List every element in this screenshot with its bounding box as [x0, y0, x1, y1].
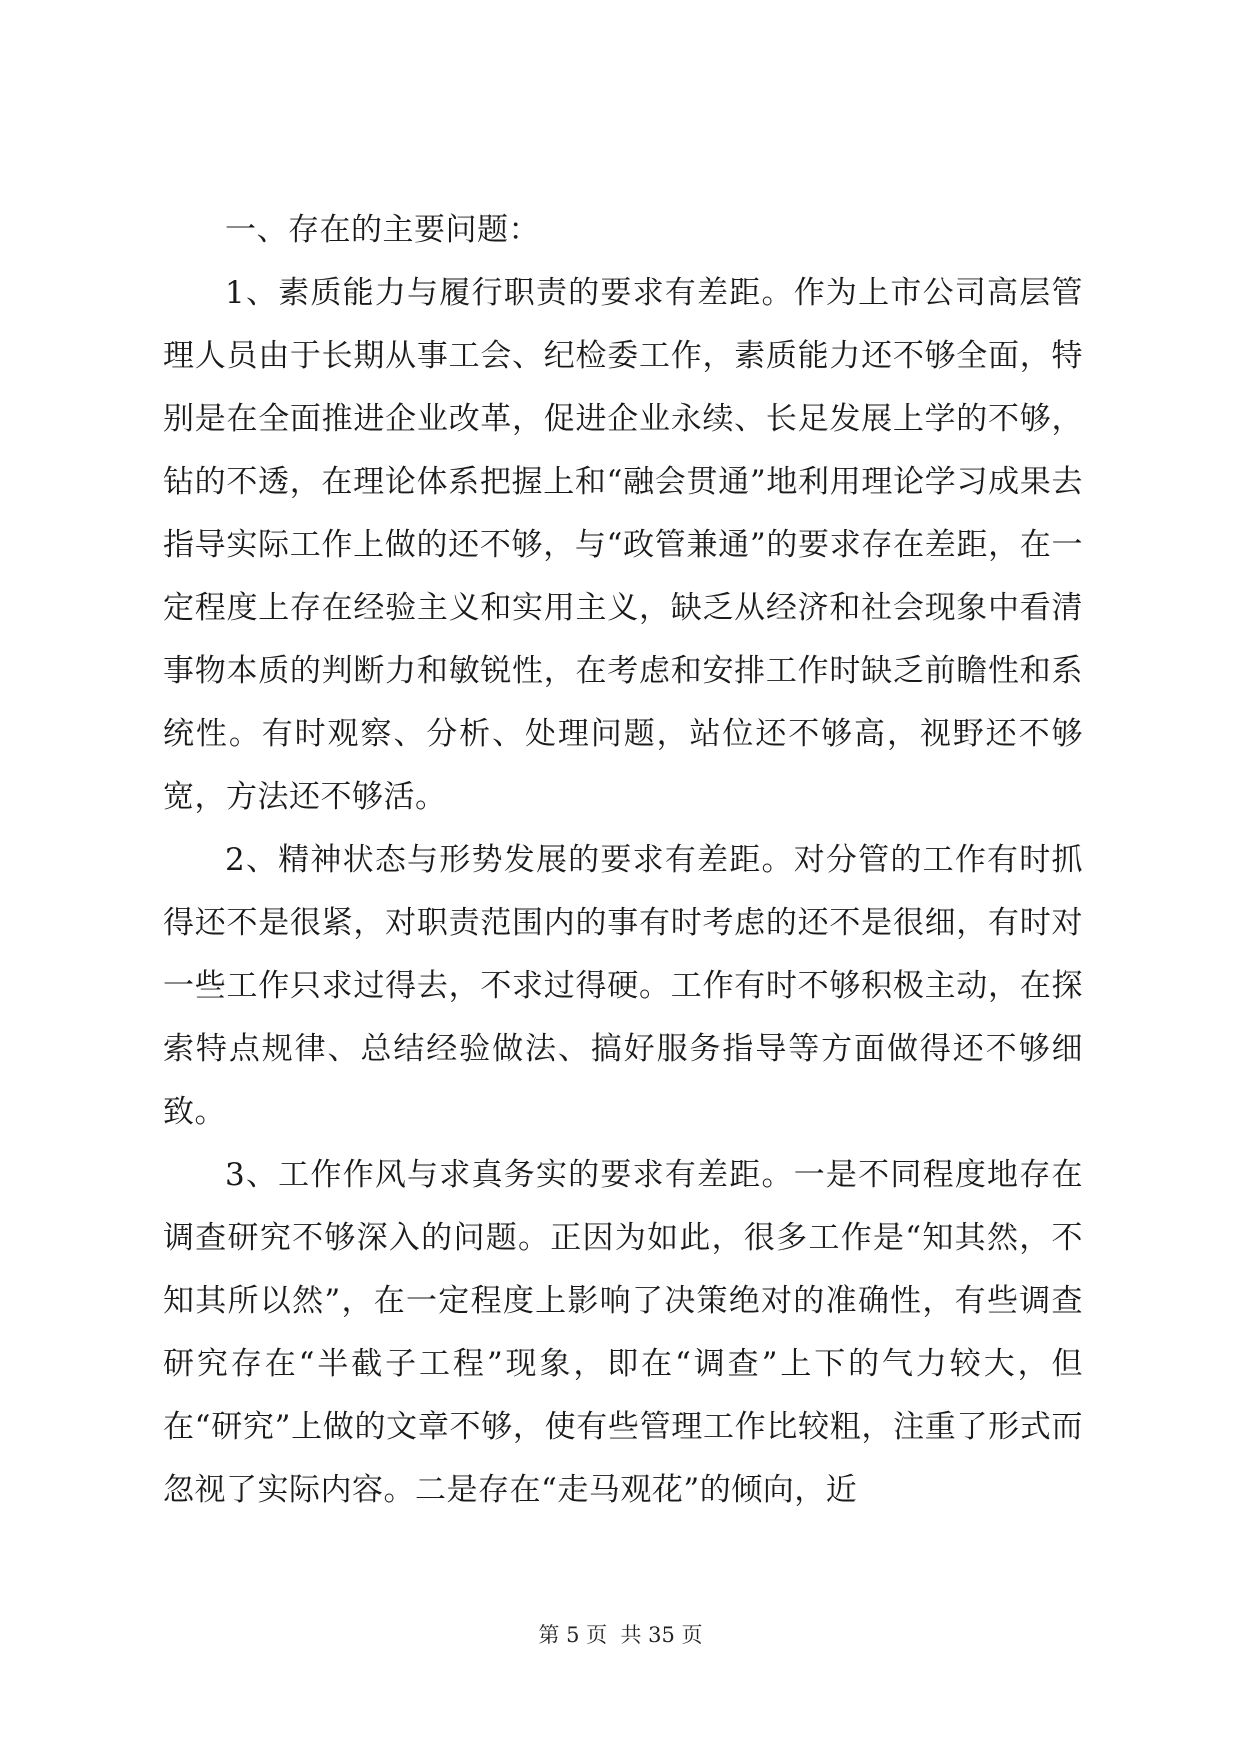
- page-number: 第 5 页 共 35 页: [538, 1623, 703, 1647]
- page-footer: [0, 1620, 1241, 1650]
- paragraph-item-3: 3、工作作风与求真务实的要求有差距。一是不同程度地存在调查研究不够深入的问题。正因为如此，很多工作是“知其然，不知其所以然”，在一定程度上影响了决策绝对的准确性，有些调查研究存在“半截子工程”现象，即在“调查”上下的气力较大，但在“研究”上做的文章不够，使有些管理工作比较粗，注重了形式而忽视了实际内容。二是存在“走马观花”的倾向，近: [163, 1157, 1083, 1508]
- document-body: [163, 199, 1083, 1522]
- paragraph-item-1: 1、素质能力与履行职责的要求有差距。作为上市公司高层管理人员由于长期从事工会、纪检委工作，素质能力还不够全面，特别是在全面推进企业改革，促进企业永续、长足发展上学的不够，钻的不透，在理论体系把握上和“融会贯通”地利用理论学习成果去指导实际工作上做的还不够，与“政管兼通”的要求存在差距，在一定程度上存在经验主义和实用主义，缺乏从经济和社会现象中看清事物本质的判断力和敏锐性，在考虑和安排工作时缺乏前瞻性和系统性。有时观察、分析、处理问题，站位还不够高，视野还不够宽，方法还不够活。: [163, 275, 1083, 815]
- paragraph-item-2: 2、精神状态与形势发展的要求有差距。对分管的工作有时抓得还不是很紧，对职责范围内的事有时考虑的还不是很细，有时对一些工作只求过得去，不求过得硬。工作有时不够积极主动，在探索特点规律、总结经验做法、搞好服务指导等方面做得还不够细致。: [163, 842, 1083, 1130]
- section-heading: 一、存在的主要问题：: [225, 212, 540, 248]
